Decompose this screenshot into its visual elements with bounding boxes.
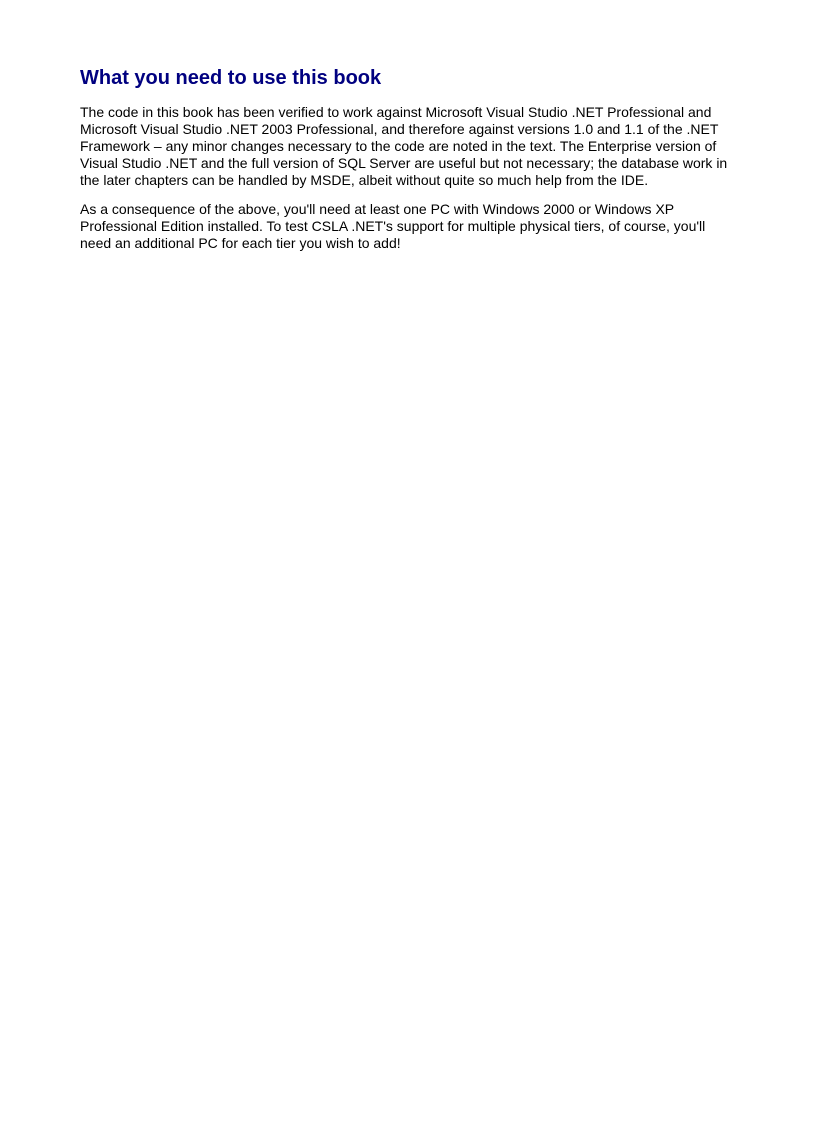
document-page: [80, 64, 730, 264]
section-heading: What you need to use this book: [80, 67, 382, 89]
paragraph-requirements: The code in this book has been verified to work against Microsoft Visual Studio .NET Professional and Microsoft Visual Studio .NET 2003 Professional, and therefore against versions 1.0 and 1.1 of the .NET Framework – any minor changes necessary to the code are noted in the text. The Enterprise version of Visual Studio .NET and the full version of SQL Server are useful but not necessary; the database work in the later chapters can be handled by MSDE, albeit without quite so much help from the IDE.: [80, 104, 728, 188]
paragraph-hardware: As a consequence of the above, you'll need at least one PC with Windows 2000 or Windows XP Professional Edition installed. To test CSLA .NET's support for multiple physical tiers, of course, you'll need an additional PC for each tier you wish to add!: [80, 201, 706, 251]
